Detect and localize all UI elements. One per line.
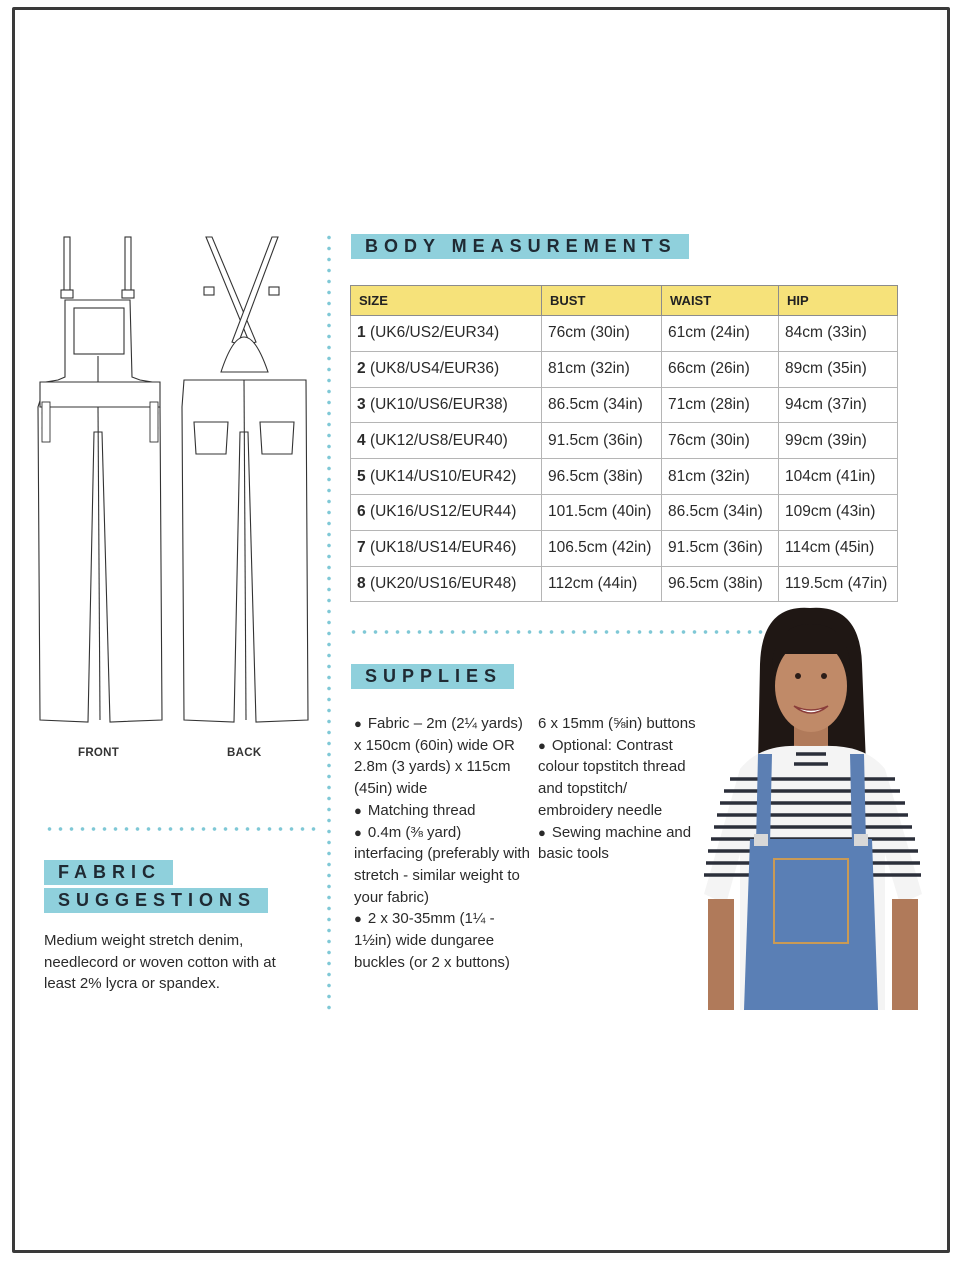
body-measurements-heading: BODY MEASUREMENTS [351, 234, 689, 259]
back-label: BACK [227, 747, 262, 759]
waist-cell: 86.5cm (34in) [662, 494, 779, 530]
bust-cell: 91.5cm (36in) [542, 423, 662, 459]
hip-cell: 89cm (35in) [779, 351, 898, 387]
supply-item: ● Optional: Contrast colour topstitch thread and topstitch/ embroidery needle [538, 735, 704, 822]
front-label: FRONT [78, 747, 120, 759]
bust-cell: 106.5cm (42in) [542, 530, 662, 566]
bust-cell: 101.5cm (40in) [542, 494, 662, 530]
col-header-size: SIZE [351, 286, 542, 316]
model-photo [700, 604, 932, 1010]
size-cell: 7 (UK18/US14/EUR46) [351, 530, 542, 566]
bust-cell: 112cm (44in) [542, 566, 662, 602]
supplies-column-2 [538, 713, 704, 865]
size-cell: 8 (UK20/US16/EUR48) [351, 566, 542, 602]
table-row [351, 423, 898, 459]
supplies-column-1 [354, 713, 530, 973]
bust-cell: 81cm (32in) [542, 351, 662, 387]
size-cell: 5 (UK14/US10/EUR42) [351, 459, 542, 495]
bust-cell: 76cm (30in) [542, 316, 662, 352]
bust-cell: 96.5cm (38in) [542, 459, 662, 495]
table-row [351, 316, 898, 352]
col-header-bust: BUST [542, 286, 662, 316]
hip-cell: 94cm (37in) [779, 387, 898, 423]
table-row [351, 387, 898, 423]
dungarees-back-drawing [176, 232, 316, 727]
hip-cell: 109cm (43in) [779, 494, 898, 530]
fabric-heading-line-2: SUGGESTIONS [44, 888, 268, 913]
hip-cell: 104cm (41in) [779, 459, 898, 495]
measurements-table [350, 285, 898, 602]
vertical-dotted-divider [327, 232, 331, 1012]
supply-item: ● Sewing machine and basic tools [538, 822, 704, 865]
table-row [351, 494, 898, 530]
supply-item: ● Fabric – 2m (2¼ yards) x 150cm (60in) wide OR 2.8m (3 yards) x 115cm (45in) wide [354, 713, 530, 800]
dungarees-front-drawing [30, 232, 170, 727]
table-row [351, 459, 898, 495]
supply-item-continued: 6 x 15mm (⅝in) buttons [538, 715, 696, 732]
size-cell: 3 (UK10/US6/EUR38) [351, 387, 542, 423]
table-row [351, 351, 898, 387]
size-cell: 2 (UK8/US4/EUR36) [351, 351, 542, 387]
waist-cell: 81cm (32in) [662, 459, 779, 495]
table-row [351, 566, 898, 602]
hip-cell: 119.5cm (47in) [779, 566, 898, 602]
hip-cell: 99cm (39in) [779, 423, 898, 459]
supply-item: ● Matching thread [354, 800, 530, 822]
supply-item: ● 0.4m (⅜ yard) interfacing (preferably with stretch - similar weight to your fabric) [354, 822, 530, 909]
waist-cell: 66cm (26in) [662, 351, 779, 387]
waist-cell: 91.5cm (36in) [662, 530, 779, 566]
waist-cell: 61cm (24in) [662, 316, 779, 352]
supplies-heading: SUPPLIES [351, 664, 514, 689]
bust-cell: 86.5cm (34in) [542, 387, 662, 423]
fabric-heading-line-1: FABRIC [44, 860, 173, 885]
col-header-waist: WAIST [662, 286, 779, 316]
waist-cell: 71cm (28in) [662, 387, 779, 423]
dotted-divider-fabric [44, 827, 316, 831]
hip-cell: 114cm (45in) [779, 530, 898, 566]
waist-cell: 96.5cm (38in) [662, 566, 779, 602]
size-cell: 4 (UK12/US8/EUR40) [351, 423, 542, 459]
supply-item: ● 2 x 30-35mm (1¼ - 1½in) wide dungaree buckles (or 2 x buttons) [354, 908, 530, 973]
waist-cell: 76cm (30in) [662, 423, 779, 459]
col-header-hip: HIP [779, 286, 898, 316]
size-cell: 1 (UK6/US2/EUR34) [351, 316, 542, 352]
table-row [351, 530, 898, 566]
table-header-row [351, 286, 898, 316]
size-cell: 6 (UK16/US12/EUR44) [351, 494, 542, 530]
fabric-suggestions-text: Medium weight stretch denim, needlecord or woven cotton with at least 2% lycra or spandex. [44, 932, 276, 993]
hip-cell: 84cm (33in) [779, 316, 898, 352]
